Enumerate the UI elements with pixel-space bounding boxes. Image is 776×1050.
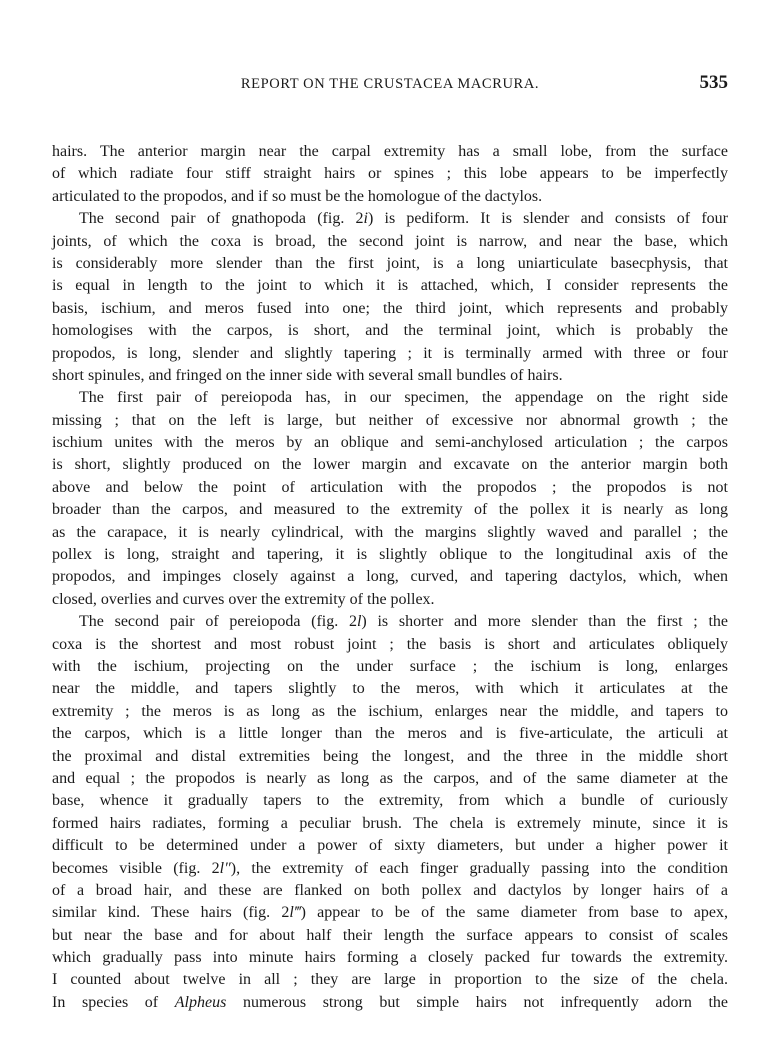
text-line	[52, 611, 728, 633]
text-segment: numerous strong but simple hairs not infrequently adorn the	[226, 993, 728, 1011]
text-line: with the ischium, projecting on the under surface ; the ischium is long, enlarges	[52, 657, 728, 675]
paragraph	[52, 141, 728, 208]
text-line	[52, 992, 728, 1014]
text-line: but near the base and for about half their length the surface appears to consist of scales	[52, 926, 728, 944]
text-line: coxa is the shortest and most robust joint ; the basis is short and articulates obliquely	[52, 635, 728, 653]
text-line: propodos, and impinges closely against a long, curved, and tapering dactylos, which, when	[52, 568, 728, 586]
running-title: REPORT ON THE CRUSTACEA MACRURA.	[240, 76, 540, 92]
text-line: pollex is long, straight and tapering, it is slightly oblique to the longitudinal axis of the	[52, 546, 728, 564]
text-line: broader than the carpos, and measured to the extremity of the pollex it is nearly as long	[52, 501, 728, 519]
paragraph	[52, 387, 728, 611]
italic-text: Alpheus	[174, 993, 227, 1011]
page-number: 535	[699, 72, 728, 93]
text-line: and equal ; the propodos is nearly as long as the carpos, and of the same diameter at the	[52, 769, 728, 787]
text-line: short spinules, and fringed on the inner side with several small bundles of hairs.	[52, 366, 563, 384]
text-line: extremity ; the meros is as long as the ischium, enlarges near the middle, and tapers to	[52, 702, 728, 720]
text-line: closed, overlies and curves over the extremity of the pollex.	[52, 590, 435, 608]
text-line: propodos, is long, slender and slightly tapering ; it is terminally armed with three or four	[52, 344, 728, 362]
text-line	[52, 858, 728, 880]
italic-text: l‴	[289, 904, 301, 922]
text-line: base, whence it gradually tapers to the extremity, from which a bundle of curiously	[52, 792, 728, 810]
text-line: formed hairs radiates, forming a peculiar brush. The chela is extremely minute, since it is	[52, 814, 728, 832]
text-line: ischium unites with the meros by an oblique and semi-anchylosed articulation ; the carpos	[52, 434, 728, 452]
paragraph	[52, 611, 728, 1014]
text-line	[52, 902, 728, 924]
text-segment: ) is pediform. It is slender and consists of four	[368, 210, 728, 228]
body-text	[52, 141, 728, 1014]
text-line: as the carapace, it is nearly cylindrical, with the margins slightly waved and parallel ; the	[52, 523, 728, 541]
text-line: The first pair of pereiopoda has, in our specimen, the appendage on the right side	[79, 389, 728, 407]
text-line: missing ; that on the left is large, but neither of excessive nor abnormal growth ; the	[52, 411, 728, 429]
italic-text: l″	[219, 859, 231, 877]
text-line: the carpos, which is a little longer than the meros and is five-articulate, the articuli at	[52, 725, 728, 743]
text-line: of a broad hair, and these are flanked on both pollex and dactylos by longer hairs of a	[52, 881, 728, 899]
text-segment: becomes visible (fig. 2	[52, 859, 220, 877]
text-line	[52, 208, 728, 230]
text-line: difficult to be determined under a power of sixty diameters, but under a higher power it	[52, 837, 728, 855]
text-line: is equal in length to the joint to which it is attached, which, I consider represents the	[52, 277, 728, 295]
text-line: above and below the point of articulation with the propodos ; the propodos is not	[52, 478, 728, 496]
text-line: basis, ischium, and meros fused into one; the third joint, which represents and probably	[52, 299, 728, 317]
text-line: homologises with the carpos, is short, and the terminal joint, which is probably the	[52, 322, 728, 340]
text-segment: similar kind. These hairs (fig. 2	[52, 904, 290, 922]
paragraph	[52, 208, 728, 387]
text-line: is short, slightly produced on the lower margin and excavate on the anterior margin both	[52, 456, 728, 474]
text-line: the proximal and distal extremities being the longest, and the three in the middle short	[52, 747, 728, 765]
text-segment: ), the extremity of each finger gradually passing into the condition	[230, 859, 728, 877]
page-header	[52, 72, 728, 96]
text-line: articulated to the propodos, and if so must be the homologue of the dactylos.	[52, 187, 543, 205]
text-line: I counted about twelve in all ; they are large in proportion to the size of the chela.	[52, 971, 728, 989]
text-segment: ) appear to be of the same diameter from base to apex,	[300, 904, 729, 922]
text-line: near the middle, and tapers slightly to the meros, with which it articulates at the	[52, 680, 728, 698]
italic-text: l	[356, 613, 362, 631]
text-line: of which radiate four stiff straight hairs or spines ; this lobe appears to be imperfectly	[52, 165, 728, 183]
text-line: joints, of which the coxa is broad, the second joint is narrow, and near the base, which	[52, 232, 728, 250]
text-segment: The second pair of gnathopoda (fig. 2	[79, 210, 364, 228]
text-line: is considerably more slender than the first joint, is a long uniarticulate basecphysis, that	[52, 254, 728, 272]
text-line: hairs. The anterior margin near the carpal extremity has a small lobe, from the surface	[52, 143, 728, 160]
text-segment: ) is shorter and more slender than the first ; the	[361, 613, 729, 631]
italic-text: i	[363, 210, 368, 228]
text-segment: The second pair of pereiopoda (fig. 2	[79, 613, 357, 631]
text-line: which gradually pass into minute hairs forming a closely packed fur towards the extremity.	[52, 949, 728, 967]
text-segment: In species of	[52, 993, 175, 1011]
